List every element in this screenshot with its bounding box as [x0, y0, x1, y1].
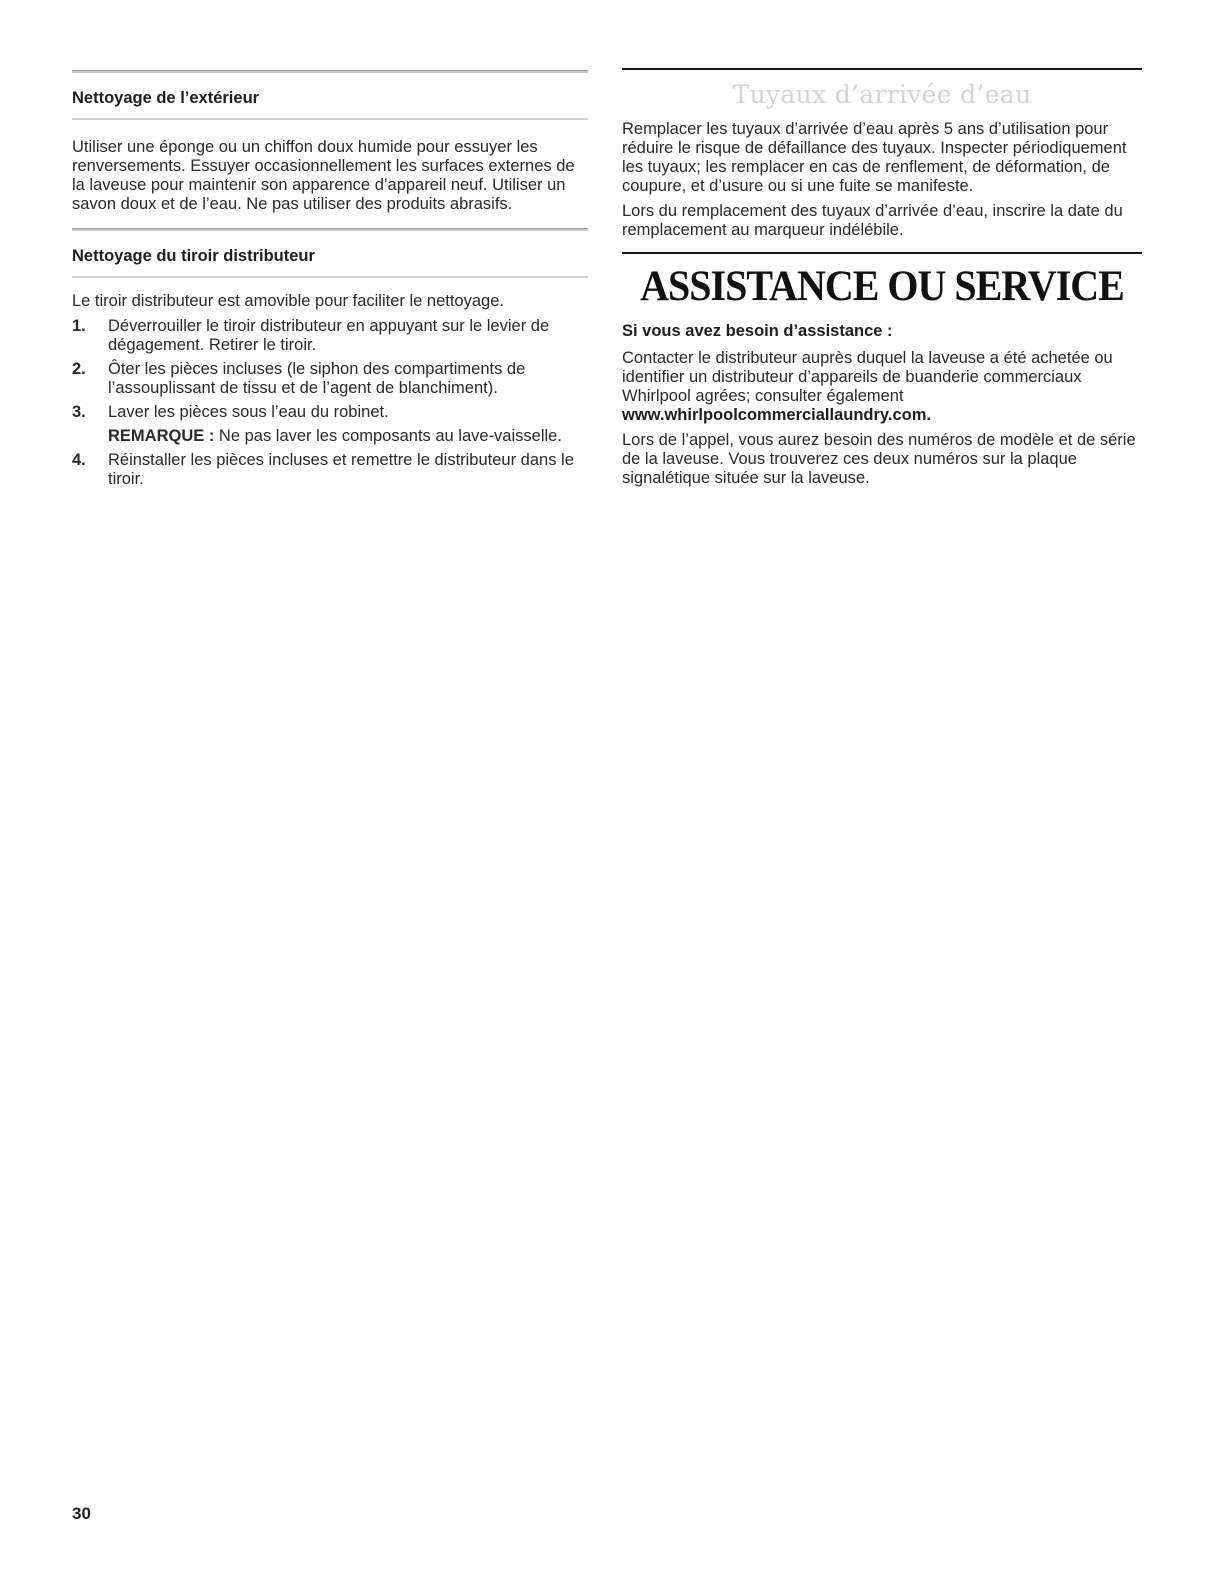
heading-underline [72, 276, 588, 278]
list-item [72, 403, 588, 422]
note [72, 427, 588, 446]
assistance-paragraph [622, 349, 1142, 425]
left-column [72, 70, 588, 494]
water-hoses-title: Tuyaux d’arrivée d’eau [732, 80, 1032, 109]
note-label: REMARQUE : [108, 427, 215, 445]
assistance-paragraph: Lors de l’appel, vous aurez besoin des numéros de modèle et de série de la laveuse. Vous trouverez ces deux numéros sur la plaque signalétique située sur la laveuse. [622, 431, 1136, 487]
step-text: Déverrouiller le tiroir distributeur en appuyant sur le levier de dégagement. Retirer le tiroir. [108, 317, 550, 354]
step-text: Laver les pièces sous l’eau du robinet. [108, 403, 389, 421]
step-number: 4. [72, 451, 86, 469]
assistance-title: ASSISTANCE OU SERVICE [640, 261, 1124, 310]
page-number: 30 [72, 1504, 91, 1523]
step-number: 1. [72, 317, 86, 335]
step-number: 3. [72, 403, 86, 421]
assistance-subheading: Si vous avez besoin d’assistance : [622, 322, 893, 340]
website-link[interactable]: www.whirlpoolcommerciallaundry.com. [622, 406, 931, 424]
note-text: Ne pas laver les composants au lave-vaisselle. [214, 427, 562, 445]
exterior-cleaning-heading: Nettoyage de l’extérieur [72, 89, 260, 107]
section-divider [72, 70, 588, 73]
section-divider [72, 228, 588, 231]
heading-underline [72, 118, 588, 120]
exterior-cleaning-text: Utiliser une éponge ou un chiffon doux humide pour essuyer les renversements. Essuyer occasionnellement les surfaces externes de la laveuse pour maintenir son apparence d’appareil neuf. Utiliser un savon doux et de l’eau. Ne pas utiliser des produits abrasifs. [72, 138, 575, 213]
list-item [72, 360, 588, 398]
section-divider [622, 68, 1142, 70]
step-text: Ôter les pièces incluses (le siphon des compartiments de l’assouplissant de tissu et de l’agent de blanchiment). [108, 360, 526, 397]
step-number: 2. [72, 360, 86, 378]
dispenser-intro-text: Le tiroir distributeur est amovible pour faciliter le nettoyage. [72, 292, 504, 310]
assistance-text: Contacter le distributeur auprès duquel la laveuse a été achetée ou identifier un distributeur d’appareils de buanderie commerciaux Whirlpool agrées; consulter également [622, 349, 1113, 405]
list-item [72, 317, 588, 355]
step-text: Réinstaller les pièces incluses et remettre le distributeur dans le tiroir. [108, 451, 574, 488]
water-hoses-paragraph: Remplacer les tuyaux d’arrivée d’eau après 5 ans d’utilisation pour réduire le risque de défaillance des tuyaux. Inspecter périodiquement les tuyaux; les remplacer en cas de renflement, de déformation, de coupure, et d’usure ou si une fuite se manifeste. [622, 120, 1127, 195]
right-column [622, 68, 1142, 494]
dispenser-cleaning-heading: Nettoyage du tiroir distributeur [72, 247, 315, 265]
list-item [72, 451, 588, 489]
dispenser-steps-list-continued [72, 451, 588, 489]
section-divider [622, 252, 1142, 254]
dispenser-steps-list [72, 317, 588, 422]
water-hoses-paragraph: Lors du remplacement des tuyaux d’arrivée d’eau, inscrire la date du remplacement au marqueur indélébile. [622, 202, 1123, 239]
